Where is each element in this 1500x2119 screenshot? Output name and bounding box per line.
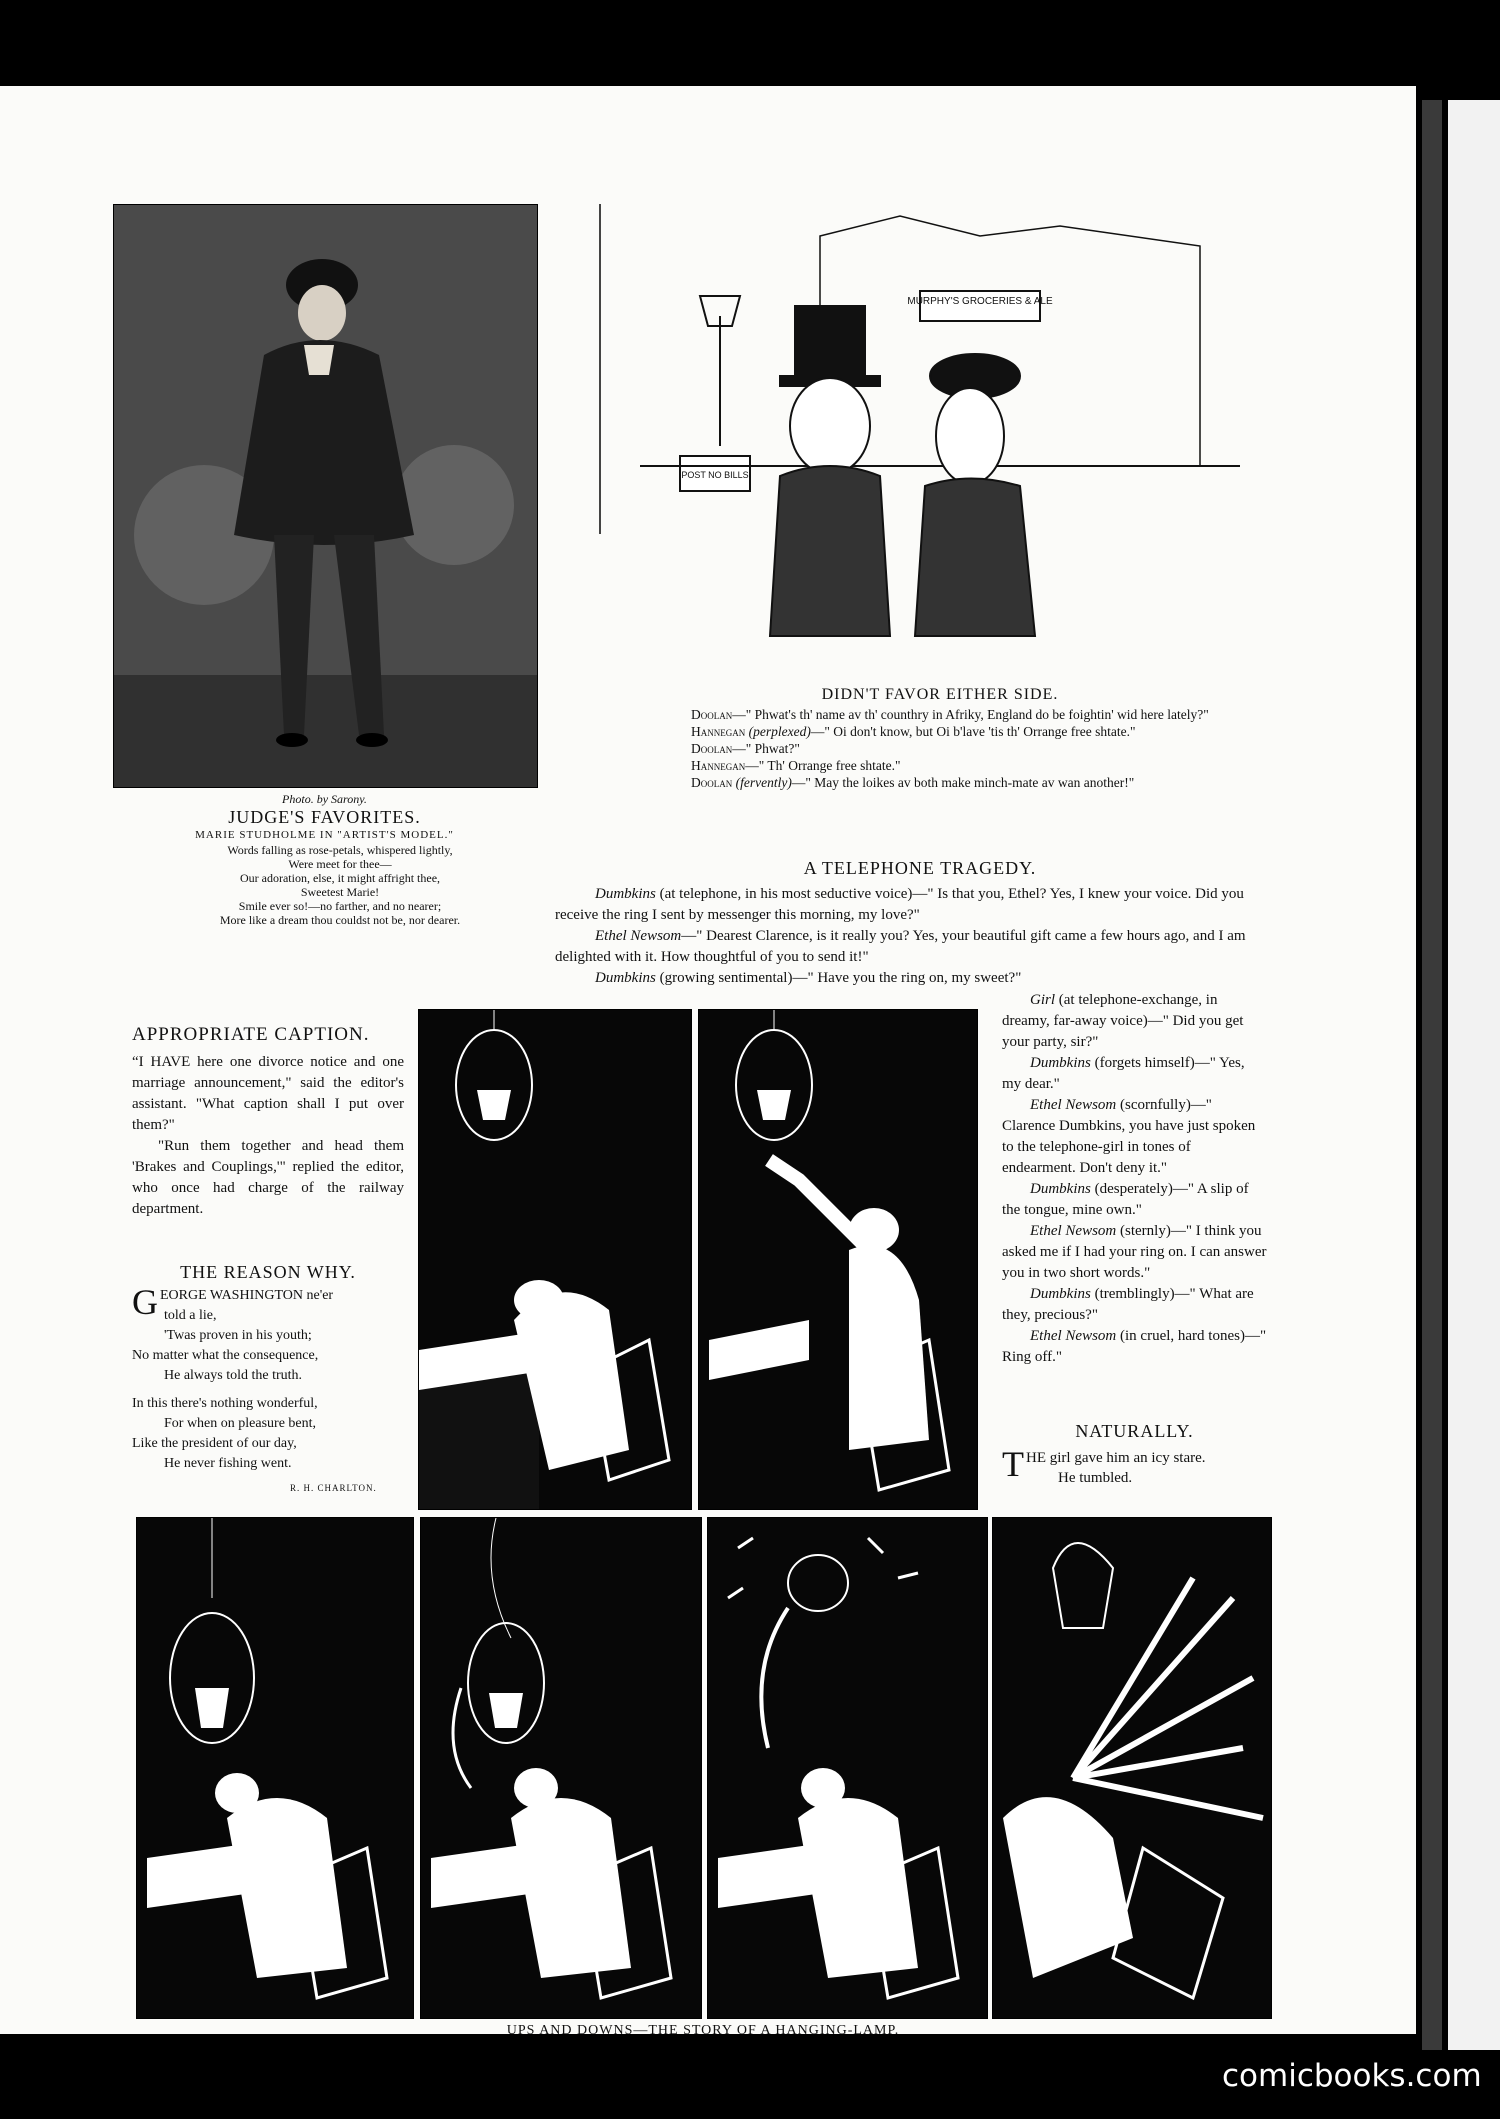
- dialogue-line: [655, 757, 1255, 774]
- caption-paragraph: "Run them together and head them 'Brakes and Couplings,'" replied the editor, who once had charge of the railway department.: [132, 1138, 404, 1217]
- dialogue-line: [655, 774, 1255, 791]
- poem-line: More like a dream thou couldst not be, nor dearer.: [219, 913, 461, 927]
- lamp-panel-6: [992, 1517, 1272, 2019]
- naturally-text: [1002, 1444, 1267, 1488]
- dialogue-line: [655, 706, 1255, 723]
- tel-text: (at telephone-exchange, in dreamy, far-away voice)—" Did you get your party, sir?": [1002, 992, 1244, 1050]
- telephone-tragedy-intro: [555, 884, 1261, 989]
- tel-text: (forgets himself)—" Yes, my dear.": [1002, 1055, 1245, 1092]
- tel-text: (at telephone, in his most seductive voice)—" Is that you, Ethel? Yes, I knew your voice. Did you receive the ring I sent by messenger this morning, my love?": [555, 886, 1244, 923]
- speaker: Doolan: [691, 741, 733, 756]
- tel-paragraph: [1002, 1221, 1267, 1284]
- lamp-panel-2: [698, 1009, 978, 1510]
- poem-line: For when on pleasure bent,: [164, 1416, 317, 1431]
- telephone-tragedy-column: [1002, 990, 1267, 1368]
- naturally-title: NATURALLY.: [1075, 1421, 1194, 1441]
- tel-text: (tremblingly)—" What are they, precious?": [1002, 1286, 1254, 1323]
- page-edge: [1448, 100, 1500, 2050]
- watermark: comicbooks.com: [1222, 2058, 1482, 2094]
- poem-line: Like the president of our day,: [132, 1436, 297, 1451]
- photo-credit: Photo. by Sarony.: [282, 792, 367, 806]
- tel-paragraph: [1002, 1179, 1267, 1221]
- magazine-page: [0, 86, 1416, 2034]
- cartoon-dialogue: [655, 706, 1255, 791]
- speaker: Dumbkins: [1030, 1055, 1091, 1071]
- lamp-panel-5: [707, 1517, 988, 2019]
- tel-paragraph: [1002, 1284, 1267, 1326]
- poem-line: No matter what the consequence,: [132, 1348, 319, 1363]
- tel-text: (desperately)—" A slip of the tongue, mine own.": [1002, 1181, 1249, 1218]
- lamp-panel-4: [420, 1517, 702, 2019]
- reason-why-title: THE REASON WHY.: [180, 1262, 356, 1282]
- aside: (fervently): [735, 775, 792, 790]
- line-text: —" Th' Orrange free shtate.": [745, 758, 901, 773]
- drop-cap: T: [1002, 1444, 1024, 1484]
- speaker: Doolan: [691, 775, 733, 790]
- speaker: Ethel Newsom: [595, 928, 682, 944]
- speaker: Dumbkins: [1030, 1181, 1091, 1197]
- tel-text: (in cruel, hard tones)—" Ring off.": [1002, 1328, 1267, 1365]
- tel-text: (scornfully)—" Clarence Dumbkins, you have just spoken to the telephone-girl in tones of endearment. Don't deny it.": [1002, 1097, 1256, 1176]
- poem-line: He never fishing went.: [164, 1456, 292, 1471]
- poem-author: R. H. CHARLTON.: [290, 1483, 377, 1493]
- photo-marie-studholme: [113, 204, 538, 788]
- speaker: Doolan: [691, 707, 733, 722]
- reason-why-poem: [132, 1282, 412, 1474]
- tel-paragraph: [555, 968, 1261, 989]
- tel-text: (sternly)—" I think you asked me if I had your ring on. I can answer you in two short words.": [1002, 1223, 1267, 1281]
- dialogue-line: [655, 740, 1255, 757]
- caption-paragraph: “I HAVE here one divorce notice and one marriage announcement," said the editor's assistant. "What caption shall I put over them?": [132, 1054, 404, 1133]
- poster-text: POST NO BILLS: [681, 470, 749, 480]
- dialogue-line: [655, 723, 1255, 740]
- tel-text: —" Dearest Clarence, is it really you? Yes, your beautiful gift came a few hours ago, and I am delighted with it. How thoughtful of you to send it!": [555, 928, 1246, 965]
- poem-line: Smile ever so!—no farther, and no nearer;: [238, 899, 442, 913]
- tel-paragraph: [1002, 1053, 1267, 1095]
- judges-favorites-subtitle: MARIE STUDHOLME IN "ARTIST'S MODEL.": [195, 829, 454, 841]
- line-text: —" Phwat?": [732, 741, 800, 756]
- poem-line: Sweetest Marie!: [300, 885, 380, 899]
- poem-line: Were meet for thee—: [288, 857, 392, 871]
- speaker: Hannegan: [691, 724, 746, 739]
- drop-cap: G: [132, 1282, 158, 1322]
- tel-paragraph: [1002, 990, 1267, 1053]
- aside: (perplexed): [748, 724, 811, 739]
- speaker: Ethel Newsom: [1030, 1097, 1117, 1113]
- appropriate-caption-text: [132, 1052, 404, 1220]
- naturally-line-2: He tumbled.: [1058, 1470, 1133, 1486]
- tel-text: (growing sentimental)—" Have you the ring on, my sweet?": [655, 970, 1022, 986]
- column-rule: [599, 204, 601, 534]
- line-text: —" May the loikes av both make minch-mate av wan another!": [791, 775, 1135, 790]
- speaker: Dumbkins: [595, 886, 656, 902]
- speaker: Hannegan: [691, 758, 746, 773]
- tel-paragraph: [1002, 1326, 1267, 1368]
- speaker: Ethel Newsom: [1030, 1223, 1117, 1239]
- poem-line: He always told the truth.: [164, 1368, 303, 1383]
- poem-line: Our adoration, else, it might affright thee,: [239, 871, 441, 885]
- sign-text-1: MURPHY'S GROCERIES & ALE: [907, 296, 1053, 307]
- lamp-panel-3: [136, 1517, 414, 2019]
- poem-line: told a lie,: [164, 1308, 217, 1323]
- speaker: Ethel Newsom: [1030, 1328, 1117, 1344]
- cartoon-title: DIDN'T FAVOR EITHER SIDE.: [821, 686, 1059, 703]
- poem-line: In this there's nothing wonderful,: [132, 1396, 318, 1411]
- speaker: Dumbkins: [1030, 1286, 1091, 1302]
- telephone-tragedy-title: A TELEPHONE TRAGEDY.: [803, 858, 1037, 878]
- poem-line: 'Twas proven in his youth;: [164, 1328, 312, 1343]
- cartoon-illustration: [640, 186, 1240, 676]
- naturally-line-1: HE girl gave him an icy stare.: [1026, 1450, 1206, 1466]
- line-text: —" Phwat's th' name av th' counthry in Afriky, England do be foightin' wid here lately?": [732, 707, 1209, 722]
- favorites-poem: [140, 843, 540, 927]
- strip-caption: UPS AND DOWNS—THE STORY OF A HANGING-LAMP.: [506, 2023, 900, 2034]
- speaker: Girl: [1030, 992, 1056, 1008]
- tel-paragraph: [555, 884, 1261, 926]
- page-binding: [1422, 100, 1442, 2050]
- poem-first-line: EORGE WASHINGTON ne'er: [160, 1288, 334, 1303]
- line-text: —" Oi don't know, but Oi b'lave 'tis th' Orrange free shtate.": [810, 724, 1136, 739]
- lamp-panel-1: [418, 1009, 692, 1510]
- speaker: Dumbkins: [595, 970, 656, 986]
- appropriate-caption-title: APPROPRIATE CAPTION.: [132, 1024, 370, 1045]
- poem-line: Words falling as rose-petals, whispered lightly,: [227, 843, 453, 857]
- poem-gap: [132, 1386, 412, 1394]
- tel-paragraph: [1002, 1095, 1267, 1179]
- judges-favorites-title: JUDGE'S FAVORITES.: [228, 807, 421, 827]
- tel-paragraph: [555, 926, 1261, 968]
